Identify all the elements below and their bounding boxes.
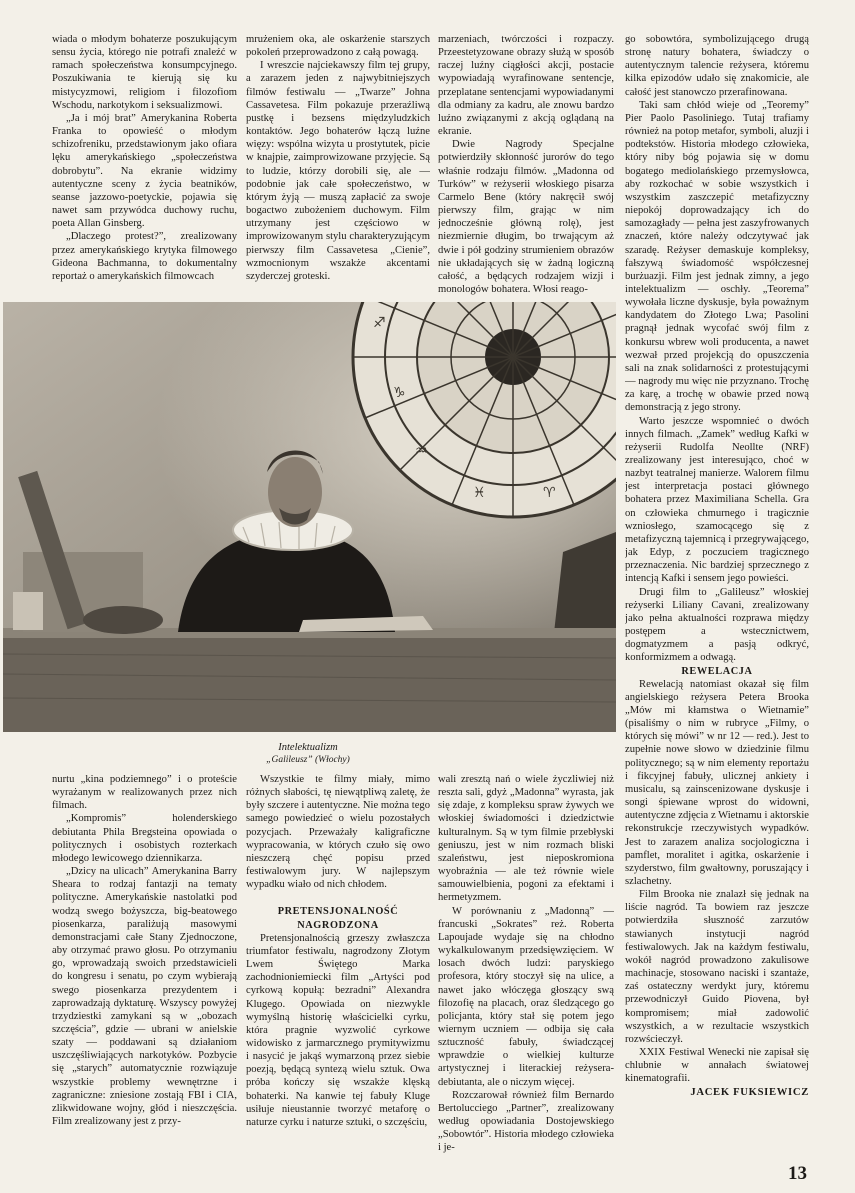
paragraph: Wszystkie te filmy miały, mimo różnych słabości, tę niewątpliwą zaletę, że były szczere i autentyczne. Nie można tego samego powiedzieć o wielu pozostałych pozycjach. Przeważały kaligraficzne wypracowania, w których czuło się owo nieszczerą chęć popisu przed festiwalowym jury. W najlepszym wypadku wiało od nich chłodem.	[246, 774, 430, 891]
column-1-bottom	[52, 773, 237, 1173]
column-2-top	[246, 33, 430, 295]
film-still-illustration	[3, 302, 616, 732]
paragraph: I wreszcie najciekawszy film tej grupy, a zarazem jeden z najwybitniejszych filmów festiwalu — „Twarze” Johna Cassavetesa. Film pokazuje przeraźliwą pustkę i bezsens międzyludzkich kontaktów. Jego bohaterów łączą luźne więzy: wspólna wizyta u prostytutek, picie w knajpie, zaimprowizowane przyjęcie. Są to ludzie, którzy dorobili się, ale — podobnie jak całe społeczeństwo, w którym żyją — muszą zapłacić za swoje bogactwo zubożeniem duchowym. Film utrzymany jest częściowo w improwizowanym stylu charakteryzującym pierwszy film Cassavetesa „Cienie”, wzmocnionym wszakże akcentami szyderczej groteski.	[246, 60, 430, 282]
paragraph: Rozczarował również film Bernardo Bertolucciego „Partner”, zrealizowany według opowiadania Dostojewskiego „Sobowtór”. Historia młodego człowieka i je-	[438, 1089, 614, 1154]
section-heading: REWELACJA	[681, 665, 753, 677]
column-1-top	[52, 33, 237, 295]
paragraph: „Dlaczego protest?”, zrealizowany przez amerykańskiego krytyka filmowego Gideona Bachmanna, to dokumentalny reportaż o amerykańskich filmowcach	[52, 231, 237, 282]
page-number: 13	[788, 1163, 807, 1184]
paragraph: „Kompromis” holenderskiego debiutanta Phila Bregsteina opowiada o politycznych i osobistych rozterkach młodego lewicowego dziennikarza.	[52, 813, 237, 864]
paragraph: Taki sam chłód wieje od „Teoremy” Pier Paolo Pasoliniego. Tutaj trafiamy również na potop metafor, symboli, aluzji i podtekstów. Historia młodego człowieka, który niby bóg pojawia się w domu bogatego mediolańskiego przemysłowca, aby rozkochać w sobie wszystkich i wszystkim zaszczepić metafizyczny niepokój doprowadzający ich do samozagłady — pełna jest zaszyfrowanych znaczeń, które należy odczytywać jak szaradę. Reżyser demaskuje kompleksy, fałszywą świadomość współczesnej burżuazji. Film jest jednak zimny, a jego intelektualizm — oschły. „Teorema” wywołała liczne dyskusje, była poważnym kandydatem do Złotego Lwa; Pasolini pragnął jednak wycofać swój film z konkursu wbrew woli producenta, a nawet wezwał przed projekcją do opuszczenia sali na znak solidarności z protestującymi — nagrody mu więc nie przyznano. Trochę za karę, a trochę w obawie przed nową demonstracją z jego strony.	[625, 99, 809, 414]
paragraph: mrużeniem oka, ale oskarżenie starszych pokoleń przeprowadzono z całą powagą.	[246, 34, 430, 59]
paragraph: go sobowtóra, symbolizującego drugą stronę natury bohatera, świadczy o autentycznym talencie reżysera, któremu kilka epizodów udało się znakomicie, ale całość jest stanowczo przerafinowana.	[625, 34, 809, 98]
paragraph: Film Brooka nie znalazł się jednak na liście nagród. Ta bowiem raz jeszcze potwierdziła słuszność zarzutów stawianych instytucji nagród festiwalowych. Jak na każdym festiwalu, wokół nagród prowadzono zakulisowe machinacje, stosowano naciski i szantaże, zaś ostateczny werdykt jury, któremu przewodniczył Guido Piovena, był kompromisem; miał zadowolić wszystkich, a w rezultacie wszystkich rozwścieczył.	[625, 889, 809, 1045]
svg-text:♒: ♒	[415, 443, 428, 459]
paragraph: wali zresztą nań o wiele życzliwiej niż reszta sali, gdyż „Madonna” wyrasta, jak się zdaje, z kompleksu spraw żywych we włoskiej świadomości i dziedzictwie kulturalnym. Są w tym filmie przebłyski geniuszu, jest w nim rozmach bliski szaleństwu, jest nieposkromiona wyobraźnia — ale też równie wiele samouwielbienia, pogoni za efektami i hermetyzmem.	[438, 774, 614, 904]
paragraph: „Dzicy na ulicach” Amerykanina Barry Sheara to rodzaj fantazji na tematy polityczne. Amerykańskie nastolatki pod wodzą swego bożyszcza, big-beatowego piosenkarza, paraliżują masowymi demonstracjami całe Stany Zjednoczone, aby otrzymać prawo głosu. Po otrzymaniu go, wprowadzają swoich przedstawicieli do kongresu i senatu, po czym wybierają swego piosenkarza prezydentem i zaprowadzają dyktaturę. Wszyscy powyżej trzydziestki zamykani są w „obozach szczęścia”, gdzie — ubrani w anielskie szaty — poddawani są działaniom uszczęśliwiających narkotyków. Pozbycie się „starych” automatycznie rozwiązuje wszystkie problemy wewnętrzne i zagraniczne: zniesione zostają FBI i CIA, zlikwidowane wojny, głód i nieszczęścia. Film zrealizowany jest z przy-	[52, 866, 237, 1128]
column-3-bottom	[438, 773, 614, 1173]
caption-film: „Galileusz” (Włochy)	[266, 755, 350, 765]
author-signature: JACEK FUKSIEWICZ	[690, 1086, 809, 1098]
paragraph: wiada o młodym bohaterze poszukującym sensu życia, którego nie potrafi znaleźć w ramach społeczeństwa konsumpcyjnego. Poszukiwania te kierują się ku mistycyzmowi, religiom i filozofiom Wschodu, narkotykom i seksualizmowi.	[52, 34, 237, 111]
paragraph: Dwie Nagrody Specjalne potwierdziły skłonność jurorów do tego właśnie rodzaju filmów. „Madonna od Turków” w reżyserii włoskiego pisarza Carmelo Bene (który nakręcił swój pierwszy film, grając w nim jednocześnie główną rolę), jest niezmiernie długim, bo trwającym aż dwie i pół godziny strumieniem obrazów nie układających się w żadną logiczną całość, a będących rodzajem wizji i monologów bohatera. Włosi reago-	[438, 139, 614, 295]
paragraph: nurtu „kina podziemnego” i o proteście wyrażanym w realizowanych przez nich filmach.	[52, 774, 237, 812]
paragraph: XXIX Festiwal Wenecki nie zapisał się chlubnie w annałach światowej kinematografii.	[625, 1047, 809, 1085]
column-3-top	[438, 33, 614, 295]
svg-text:♐: ♐	[373, 315, 386, 331]
paragraph: Drugi film to „Galileusz” włoskiej reżyserki Liliany Cavani, zrealizowany jako pełna aktualności rozprawa między postępem a wstecznictwem, dogmatyzmem a pasją odkryć, konformizmem a odwagą.	[625, 586, 809, 664]
svg-text:♓: ♓	[473, 485, 486, 501]
paragraph: marzeniach, twórczości i rozpaczy. Przeestetyzowane obrazy służą w sposób raczej luźny ciągłości akcji, postacie wypowiadają wyrafinowane sentencje, przeplatane sentencjami wypowiadanymi dla odmiany za kadru, ale znowu bardzo luźno związanymi z akcją oglądaną na ekranie.	[438, 34, 614, 138]
paragraph: Rewelacją natomiast okazał się film angielskiego reżysera Petera Brooka „Mów mi kłamstwa o Wietnamie” (pisaliśmy o nim w rubryce „Filmy, o których się mówi” w nr 12 — red.). Jest to zupełnie nowe słowo w dziedzinie filmu politycznego; są w nim elementy reportażu i fikcyjnej fabuły, ulicznej ankiety i musicalu, są zainscenizowane dyskusje i songi śpiewane wprost do widowni, autentyczne zdjęcia z Wietnamu i aktorskie rekonstrukcje rzeczywistych wypadków. Jest to zarazem analiza socjologiczna i pamflet, moralitet i agitka, oskarżenie i szyderstwo, film gwałtowny, poruszający i szlachetny.	[625, 678, 809, 887]
column-2-bottom	[246, 773, 430, 1173]
paragraph: W porównaniu z „Madonną” — francuski „Sokrates” reż. Roberta Lapoujade wydaje się na chłodno wykalkulowanym przedsięwzięciem. W losach dwóch ludzi: paryskiego profesora, który stoczył się na ulice, a nawet jako włóczęga głoszący swą filozofię na placach, oraz śledzącego go policjanta, który stał się potem jego wiernym uczniem — odbija się cała sztuczność fabuły, świadczącej wprawdzie o wielkiej kulturze artystycznej i literackiej reżysera-debiutanta, ale o niczym więcej.	[438, 905, 614, 1088]
svg-text:♑: ♑	[393, 385, 406, 401]
paragraph: Warto jeszcze wspomnieć o dwóch innych filmach. „Zamek” według Kafki w reżyserii Rudolfa Neollte (NRF) zrealizowany jest interesująco, choć w nazbyt teatralnej manierze. Walorem filmu jest interpretacja postaci głównego bohatera przez Maximiliana Schella. Gra on człowieka chmurnego i tragicznie wzniosłego, szamocącego się z metafizyczną tajemnicą i przegrywającego, jak Edyp, z poczuciem tragicznego przeznaczenia. Nic bardziej sprzecznego z intencją Kafki i sensem jego powieści.	[625, 415, 809, 585]
paragraph: „Ja i mój brat” Amerykanina Roberta Franka to opowieść o młodym schizofreniku, przedstawionym jako ofiara lęku amerykańskiego „społeczeństwa dobrobytu”. Na ekranie widzimy autentyczne sceny z życia beatników, seanse jazzowo-poetyckie, pojawia się nawet sam przywódca duchowy ruchu, poeta Allan Ginsberg.	[52, 112, 237, 230]
column-4	[625, 33, 809, 1173]
svg-text:♈: ♈	[543, 485, 556, 501]
caption-title: Intelektualizm	[278, 742, 338, 753]
film-still-photo	[3, 302, 616, 732]
paragraph: Pretensjonalnością grzeszy zwłaszcza triumfator festiwalu, nagrodzony Złotym Lwem Świętego Marka zachodnioniemiecki film „Artyści pod cyrkową kopułą: bezradni” Alexandra Klugego. Opowiada on niezwykle wymyślną historię właścicielki cyrku, która pragnie wyzwolić cyrkowe widowisko z jarmarcznego prymitywizmu i nasycić je jakąś wymarzoną przez siebie poezją, będącą syntezą wielu sztuk. Owa próba kończy się wszakże klęską bohaterki. Na kanwie tej fabuły Kluge usiłuje nieustannie tworzyć metaforę o naturze cyrku i naturze sztuki, o szczęściu,	[246, 932, 430, 1128]
photo-caption	[0, 742, 616, 766]
section-heading: PRETENSJONALNOŚĆ NAGRODZONA	[277, 906, 399, 931]
